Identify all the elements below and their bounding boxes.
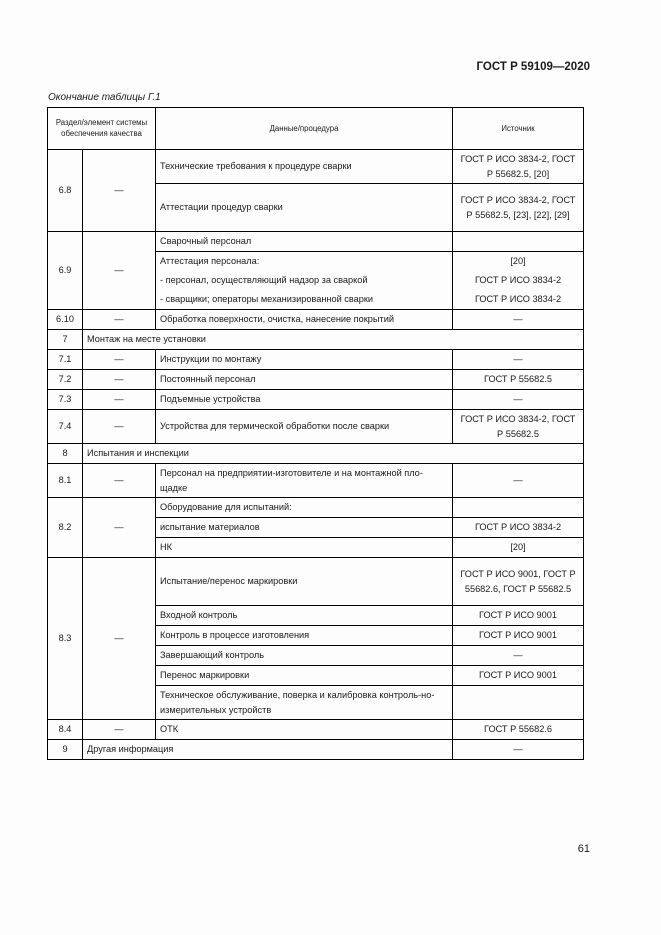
- row-element: —: [83, 390, 156, 410]
- table-caption: Окончание таблицы Г.1: [48, 92, 161, 103]
- row-element: —: [83, 310, 156, 330]
- table-row: [48, 410, 584, 444]
- row-data: Оборудование для испытаний:: [156, 498, 453, 518]
- row-source: ГОСТ Р ИСО 9001, ГОСТ Р 55682.6, ГОСТ Р 55682.5: [453, 558, 584, 606]
- row-source: —: [453, 740, 584, 760]
- row-section: 8.3: [48, 558, 83, 720]
- quality-table: [47, 107, 584, 760]
- section-title: Другая информация: [83, 740, 453, 760]
- row-data: - персонал, осуществляющий надзор за сваркой: [156, 271, 453, 290]
- row-data: Устройства для термической обработки после сварки: [156, 410, 453, 444]
- row-element: —: [83, 150, 156, 232]
- row-source: [453, 232, 584, 252]
- table-row: [48, 720, 584, 740]
- header-data: Данные/процедура: [156, 108, 453, 150]
- row-element: —: [83, 410, 156, 444]
- row-section: 7: [48, 330, 83, 350]
- table-row: [48, 498, 584, 518]
- row-source: [453, 686, 584, 720]
- row-data: Контроль в процессе изготовления: [156, 626, 453, 646]
- row-data: - сварщики; операторы механизированной сварки: [156, 290, 453, 310]
- row-source: ГОСТ Р 55682.5: [453, 370, 584, 390]
- row-data: ОТК: [156, 720, 453, 740]
- row-section: 6.9: [48, 232, 83, 310]
- row-element: —: [83, 720, 156, 740]
- row-section: 6.10: [48, 310, 83, 330]
- row-data: Инструкции по монтажу: [156, 350, 453, 370]
- row-section: 6.8: [48, 150, 83, 232]
- row-element: —: [83, 350, 156, 370]
- row-source: ГОСТ Р ИСО 9001: [453, 666, 584, 686]
- table-section-row: [48, 444, 584, 464]
- row-section: 8.4: [48, 720, 83, 740]
- section-title: Испытания и инспекции: [83, 444, 584, 464]
- page-number: 61: [577, 843, 590, 855]
- row-section: 7.1: [48, 350, 83, 370]
- row-data: Завершающий контроль: [156, 646, 453, 666]
- row-source: ГОСТ Р ИСО 3834-2: [453, 271, 584, 290]
- row-data: Входной контроль: [156, 606, 453, 626]
- row-section: 9: [48, 740, 83, 760]
- header-section: Раздел/элемент системы обеспечения качества: [48, 108, 156, 150]
- row-data: Технические требования к процедуре сварки: [156, 150, 453, 184]
- row-source: —: [453, 390, 584, 410]
- table-row: [48, 350, 584, 370]
- row-section: 7.2: [48, 370, 83, 390]
- row-data: испытание материалов: [156, 518, 453, 538]
- table-row: [48, 558, 584, 606]
- row-source: [453, 498, 584, 518]
- section-title: Монтаж на месте установки: [83, 330, 584, 350]
- table-section-row: [48, 330, 584, 350]
- row-source: [20]: [453, 538, 584, 558]
- row-data: Обработка поверхности, очистка, нанесение покрытий: [156, 310, 453, 330]
- row-data: Испытание/перенос маркировки: [156, 558, 453, 606]
- table-row: [48, 310, 584, 330]
- header-source: Источник: [453, 108, 584, 150]
- row-source: ГОСТ Р ИСО 3834-2, ГОСТ Р 55682.5: [453, 410, 584, 444]
- row-element: —: [83, 464, 156, 498]
- row-element: —: [83, 558, 156, 720]
- table-row: [48, 390, 584, 410]
- table-row: [48, 150, 584, 184]
- row-data: Аттестация персонала:: [156, 252, 453, 272]
- row-data: Постоянный персонал: [156, 370, 453, 390]
- row-source: —: [453, 646, 584, 666]
- row-section: 7.3: [48, 390, 83, 410]
- table-row: [48, 232, 584, 252]
- row-source: —: [453, 310, 584, 330]
- row-element: —: [83, 232, 156, 310]
- table-row: [48, 370, 584, 390]
- row-source: ГОСТ Р ИСО 3834-2, ГОСТ Р 55682.5, [20]: [453, 150, 584, 184]
- row-source: ГОСТ Р ИСО 3834-2, ГОСТ Р 55682.5, [23], [22], [29]: [453, 184, 584, 232]
- row-source: —: [453, 350, 584, 370]
- row-data: Сварочный персонал: [156, 232, 453, 252]
- row-source: [20]: [453, 252, 584, 272]
- row-element: —: [83, 370, 156, 390]
- row-data: Техническое обслуживание, поверка и калибровка контроль-но-измерительных устройств: [156, 686, 453, 720]
- row-section: 8.2: [48, 498, 83, 558]
- document-code: ГОСТ Р 59109—2020: [476, 61, 590, 73]
- row-data: Подъемные устройства: [156, 390, 453, 410]
- table-section-row: [48, 740, 584, 760]
- row-section: 8: [48, 444, 83, 464]
- table-row: [48, 464, 584, 498]
- row-data: НК: [156, 538, 453, 558]
- row-element: —: [83, 498, 156, 558]
- row-source: ГОСТ Р 55682.6: [453, 720, 584, 740]
- row-section: 8.1: [48, 464, 83, 498]
- row-source: ГОСТ Р ИСО 3834-2: [453, 518, 584, 538]
- row-source: ГОСТ Р ИСО 9001: [453, 606, 584, 626]
- row-source: ГОСТ Р ИСО 9001: [453, 626, 584, 646]
- row-data: Аттестации процедур сварки: [156, 184, 453, 232]
- row-source: ГОСТ Р ИСО 3834-2: [453, 290, 584, 310]
- table-header-row: [48, 108, 584, 150]
- row-section: 7.4: [48, 410, 83, 444]
- row-source: —: [453, 464, 584, 498]
- row-data: Перенос маркировки: [156, 666, 453, 686]
- row-data: Персонал на предприятии-изготовителе и на монтажной пло-щадке: [156, 464, 453, 498]
